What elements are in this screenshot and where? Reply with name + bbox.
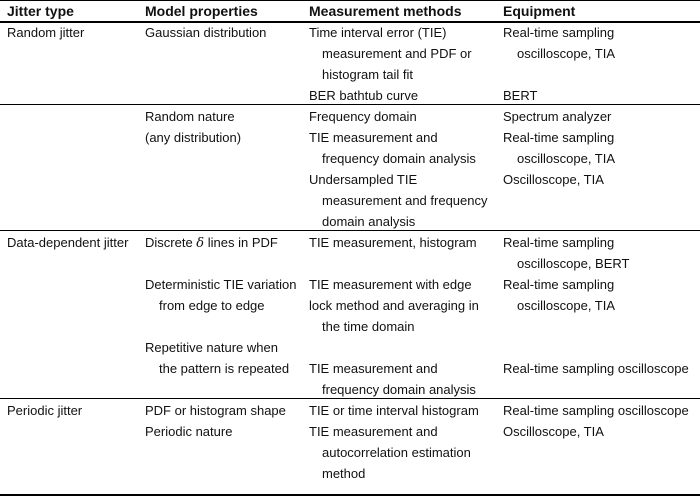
discrete-lines-property bbox=[145, 232, 278, 254]
frequency-domain-method: Frequency domain bbox=[309, 109, 417, 124]
undersampled-equipment: Oscilloscope, TIA bbox=[503, 172, 604, 187]
repetitive-method-line2: frequency domain analysis bbox=[322, 382, 476, 397]
random-jitter-type: Random jitter bbox=[7, 25, 85, 40]
interval-histogram-method: TIE or time interval histogram bbox=[309, 403, 479, 418]
undersampled-method-line1: Undersampled TIE bbox=[309, 172, 418, 187]
pdf-shape-property: PDF or histogram shape bbox=[145, 403, 286, 418]
discrete-lines-suffix: lines in PDF bbox=[204, 235, 278, 250]
bathtub-method: BER bathtub curve bbox=[309, 88, 419, 103]
deterministic-property-line1: Deterministic TIE variation bbox=[145, 277, 297, 292]
frequency-domain-equipment: Spectrum analyzer bbox=[503, 109, 612, 124]
repetitive-property-line1: Repetitive nature when bbox=[145, 340, 278, 355]
gaussian-property: Gaussian distribution bbox=[145, 25, 267, 40]
tie-frequency-method-line1: TIE measurement and bbox=[309, 130, 438, 145]
repetitive-equipment: Real-time sampling oscilloscope bbox=[503, 361, 689, 376]
discrete-lines-prefix: Discrete bbox=[145, 235, 197, 250]
autocorrelation-equipment: Oscilloscope, TIA bbox=[503, 424, 604, 439]
header-measurement-methods: Measurement methods bbox=[309, 3, 462, 19]
header-equipment: Equipment bbox=[503, 3, 576, 19]
edge-lock-method-line2: lock method and averaging in bbox=[309, 298, 479, 313]
gaussian-method-line2: measurement and PDF or bbox=[322, 46, 472, 61]
header-model-properties: Model properties bbox=[145, 3, 258, 19]
gaussian-method-line1: Time interval error (TIE) bbox=[309, 25, 447, 40]
histogram-method: TIE measurement, histogram bbox=[309, 235, 477, 250]
data-dependent-jitter-type: Data-dependent jitter bbox=[7, 235, 129, 250]
random-nature-property-line2: (any distribution) bbox=[145, 130, 242, 145]
header-jitter-type: Jitter type bbox=[7, 3, 74, 19]
repetitive-property-line2: the pattern is repeated bbox=[159, 361, 290, 376]
repetitive-method-line1: TIE measurement and bbox=[309, 361, 438, 376]
gaussian-equipment-line1: Real-time sampling bbox=[503, 25, 615, 40]
interval-histogram-equipment: Real-time sampling oscilloscope bbox=[503, 403, 689, 418]
tie-frequency-method-line2: frequency domain analysis bbox=[322, 151, 476, 166]
edge-lock-equipment-line2: oscilloscope, TIA bbox=[517, 298, 616, 313]
histogram-equipment-line2: oscilloscope, BERT bbox=[517, 256, 630, 271]
autocorrelation-method-line3: method bbox=[322, 466, 366, 481]
delta-symbol: δ bbox=[196, 236, 205, 251]
histogram-equipment-line1: Real-time sampling bbox=[503, 235, 615, 250]
undersampled-method-line2: measurement and frequency bbox=[322, 193, 488, 208]
edge-lock-method-line1: TIE measurement with edge bbox=[309, 277, 472, 292]
edge-lock-method-line3: the time domain bbox=[322, 319, 415, 334]
edge-lock-equipment-line1: Real-time sampling bbox=[503, 277, 615, 292]
random-nature-property-line1: Random nature bbox=[145, 109, 235, 124]
periodic-nature-property: Periodic nature bbox=[145, 424, 233, 439]
bathtub-equipment: BERT bbox=[503, 88, 538, 103]
deterministic-property-line2: from edge to edge bbox=[159, 298, 265, 313]
autocorrelation-method-line1: TIE measurement and bbox=[309, 424, 438, 439]
periodic-jitter-type: Periodic jitter bbox=[7, 403, 83, 418]
gaussian-equipment-line2: oscilloscope, TIA bbox=[517, 46, 616, 61]
tie-frequency-equipment-line2: oscilloscope, TIA bbox=[517, 151, 616, 166]
gaussian-method-line3: histogram tail fit bbox=[322, 67, 414, 82]
undersampled-method-line3: domain analysis bbox=[322, 214, 416, 229]
autocorrelation-method-line2: autocorrelation estimation bbox=[322, 445, 471, 460]
tie-frequency-equipment-line1: Real-time sampling bbox=[503, 130, 615, 145]
